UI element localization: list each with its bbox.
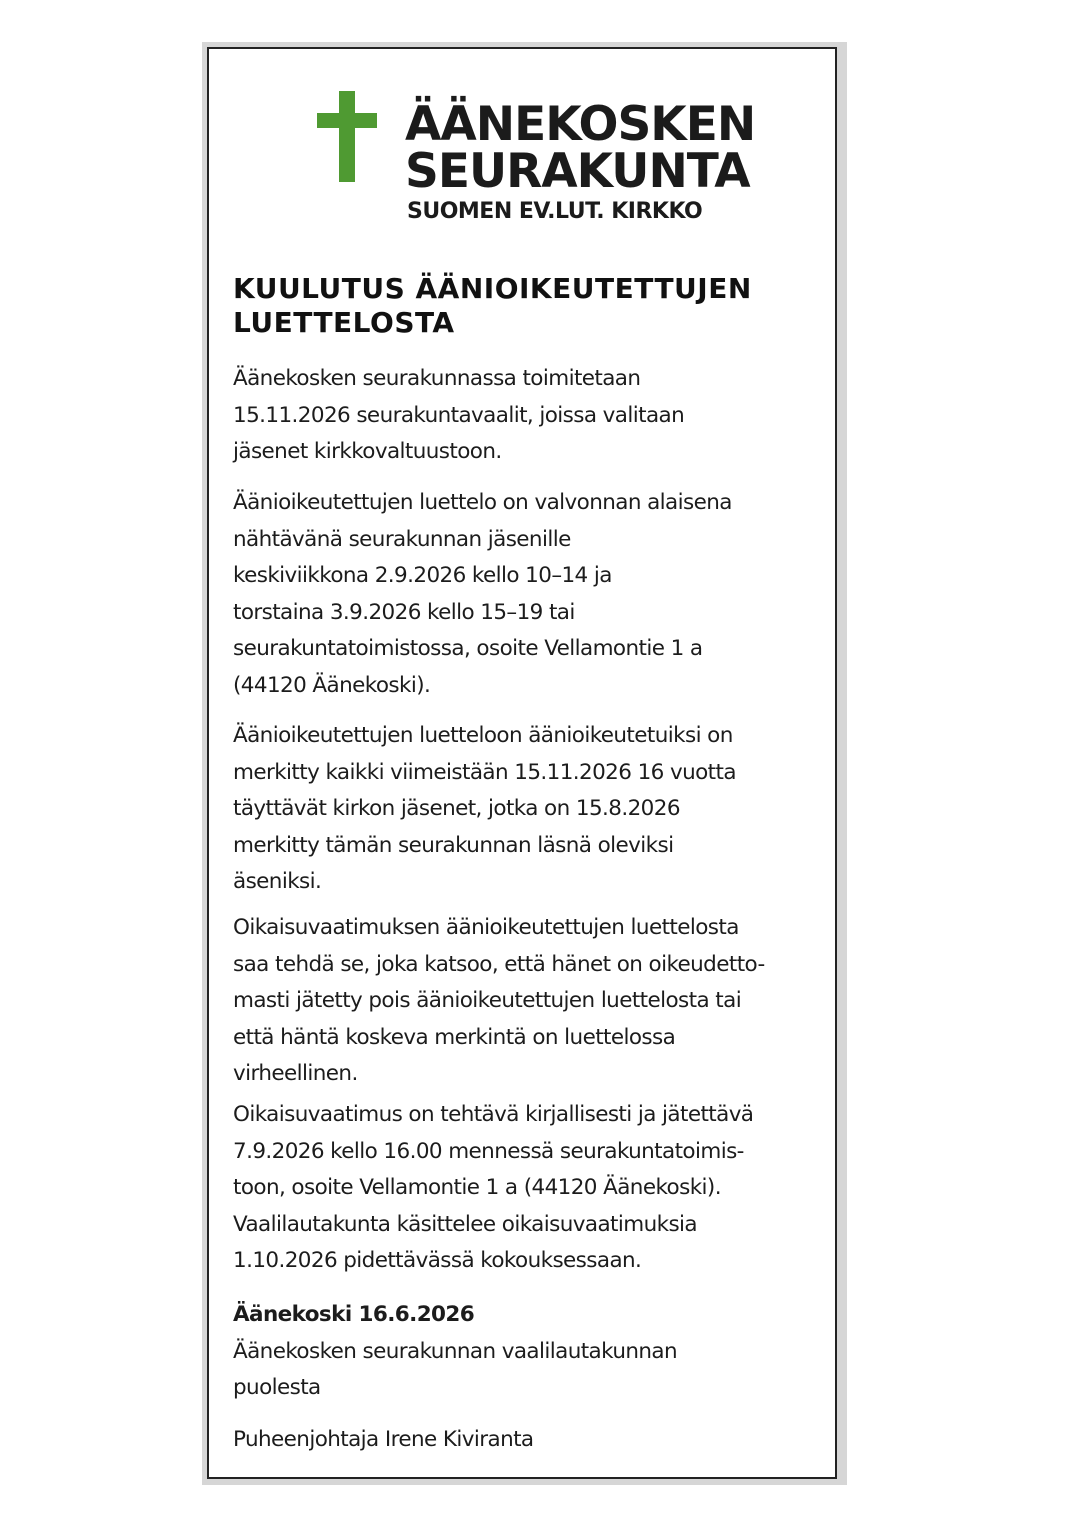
text-line: virheellinen. [233, 1061, 358, 1087]
text-line: 15.11.2026 seurakuntavaalit, joissa valitaan [233, 402, 685, 428]
paragraph-correction-deadline [233, 1097, 823, 1280]
paragraph-eligibility [233, 718, 823, 901]
text-line: masti jätetty pois äänioikeutettujen luettelosta tai [233, 988, 742, 1014]
cross-icon-bar [317, 113, 377, 128]
text-line: keskiviikkona 2.9.2026 kello 10–14 ja [233, 563, 612, 589]
title-line: LUETTELOSTA [233, 306, 455, 339]
text-line: toon, osoite Vellamontie 1 a (44120 Äänekoski). [233, 1175, 721, 1201]
text-line: täyttävät kirkon jäsenet, jotka on 15.8.2026 [233, 796, 680, 822]
text-line: äseniksi. [233, 869, 322, 895]
logo-parish-name-line2: SEURAKUNTA [405, 144, 750, 199]
signature-block [233, 1297, 823, 1407]
parish-logo [314, 87, 756, 237]
signature-line: puolesta [233, 1375, 321, 1401]
logo-church-name: SUOMEN EV.LUT. KIRKKO [407, 199, 703, 224]
signature-line: Äänekosken seurakunnan vaalilautakunnan [233, 1338, 677, 1364]
paragraph-correction-right [233, 910, 823, 1093]
text-line: saa tehdä se, joka katsoo, että hänet on oikeudetto- [233, 951, 765, 977]
text-line: Äänioikeutettujen luettelo on valvonnan alaisena [233, 490, 732, 515]
paragraph-viewing [233, 485, 823, 705]
text-line: jäsenet kirkkovaltuustoon. [233, 439, 502, 465]
text-line: (44120 Äänekoski). [233, 672, 431, 698]
text-line: että häntä koskeva merkintä on luettelossa [233, 1024, 676, 1050]
text-line: seurakuntatoimistossa, osoite Vellamontie 1 a [233, 636, 703, 662]
logo-parish-name-line1: ÄÄNEKOSKEN [405, 97, 756, 152]
text-line: 7.9.2026 kello 16.00 mennessä seurakuntatoimis- [233, 1138, 744, 1164]
text-line: merkitty kaikki viimeistään 15.11.2026 16 vuotta [233, 759, 736, 785]
signer-name: Puheenjohtaja Irene Kiviranta [233, 1427, 534, 1452]
text-line: Oikaisuvaatimuksen äänioikeutettujen luettelosta [233, 915, 739, 940]
cross-icon [339, 91, 355, 182]
church-notice [207, 47, 837, 1479]
text-line: nähtävänä seurakunnan jäsenille [233, 526, 571, 552]
text-line: 1.10.2026 pidettävässä kokouksessaan. [233, 1248, 642, 1274]
text-line: torstaina 3.9.2026 kello 15–19 tai [233, 599, 575, 625]
text-line: merkitty tämän seurakunnan läsnä oleviksi [233, 832, 674, 858]
place-date: Äänekoski 16.6.2026 [233, 1302, 475, 1327]
notice-title [233, 272, 813, 340]
text-line: Vaalilautakunta käsittelee oikaisuvaatimuksia [233, 1211, 697, 1237]
paragraph-election [233, 361, 823, 471]
text-line: Äänioikeutettujen luetteloon äänioikeutetuiksi on [233, 723, 733, 748]
text-line: Oikaisuvaatimus on tehtävä kirjallisesti ja jätettävä [233, 1102, 754, 1127]
text-line: Äänekosken seurakunnassa toimitetaan [233, 366, 641, 391]
signer [233, 1422, 823, 1459]
title-line: KUULUTUS ÄÄNIOIKEUTETTUJEN [233, 272, 752, 305]
